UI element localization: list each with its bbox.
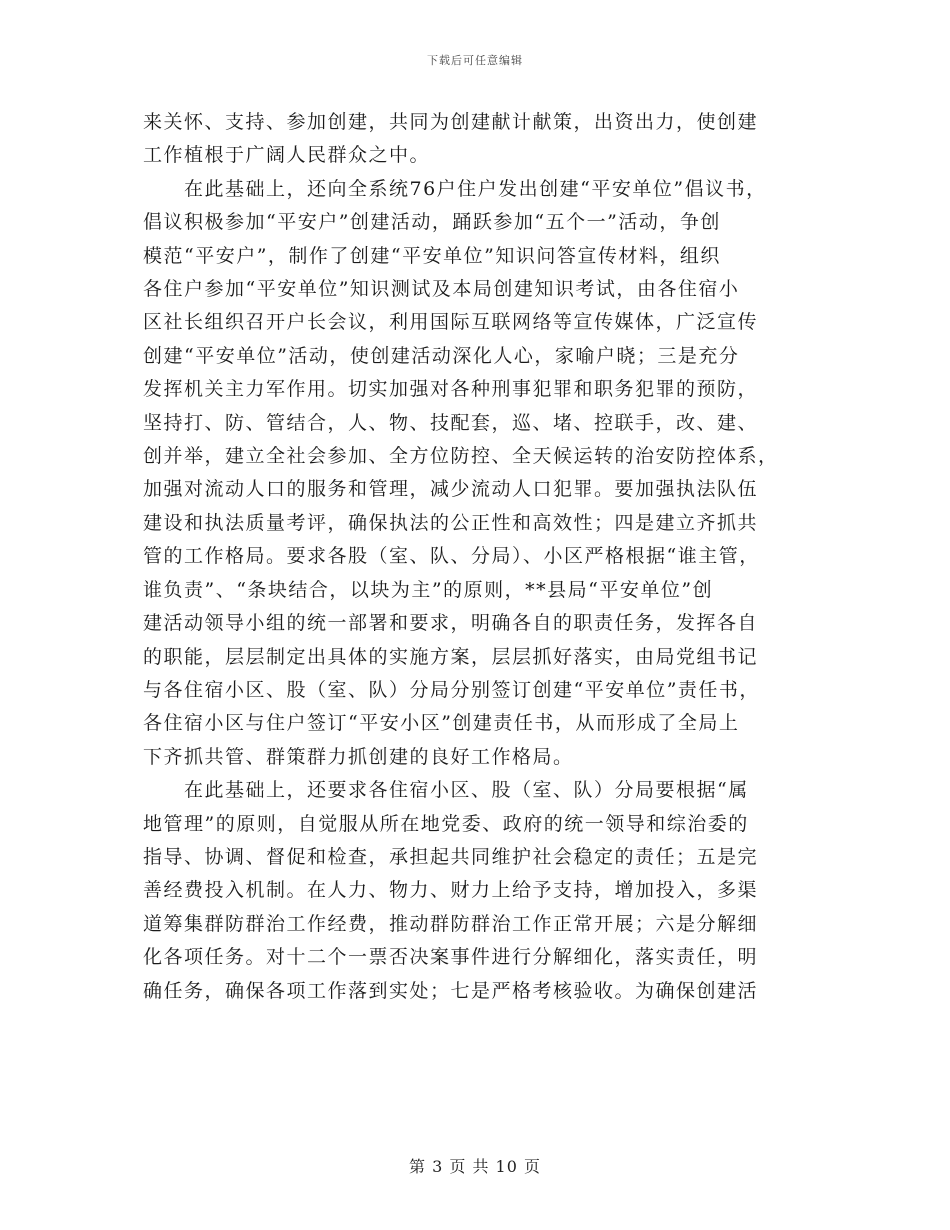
text-line: 区社长组织召开户长会议，利用国际互联网络等宣传媒体，广泛宣传 — [143, 311, 759, 334]
text-line: 下齐抓共管、群策群力抓创建的良好工作格局。 — [143, 745, 574, 768]
text-line: 与各住宿小区、股（室、队）分局分别签订创建“平安单位”责任书， — [143, 678, 760, 701]
text-line: 地管理”的原则，自觉服从所在地党委、政府的统一领导和综治委的 — [143, 812, 749, 835]
text-line: 加强对流动人口的服务和管理，减少流动人口犯罪。要加强执法队伍 — [143, 478, 759, 501]
text-line: 坚持打、防、管结合，人、物、技配套，巡、堵、控联手，改、建、 — [143, 411, 759, 434]
text-line: 创并举，建立全社会参加、全方位防控、全天候运转的治安防控体系， — [143, 445, 779, 468]
text-line: 在此基础上，还要求各住宿小区、股（室、队）分局要根据“属 — [184, 779, 749, 802]
page-header: 下载后可任意编辑 — [427, 54, 523, 67]
text-line: 指导、协调、督促和检查，承担起共同维护社会稳定的责任；五是完 — [143, 845, 759, 868]
text-line: 来关怀、支持、参加创建，共同为创建献计献策，出资出力，使创建 — [143, 111, 759, 133]
text-line: 各住宿小区与住户签订“平安小区”创建责任书，从而形成了全局上 — [143, 712, 740, 735]
body-paragraph — [143, 173, 823, 774]
text-line: 模范“平安户”，制作了创建“平安单位”知识问答宣传材料，组织 — [143, 244, 721, 267]
text-line: 创建“平安单位”活动，使创建活动深化人心，家喻户晓；三是充分 — [143, 344, 740, 367]
text-line: 建活动领导小组的统一部署和要求，明确各自的职责任务，发挥各自 — [143, 612, 759, 635]
text-line: 的职能，层层制定出具体的实施方案，层层抓好落实，由局党组书记 — [143, 645, 759, 668]
text-line: 确任务，确保各项工作落到实处；七是严格考核验收。为确保创建活 — [143, 979, 759, 1002]
text-line: 各住户参加“平安单位”知识测试及本局创建知识考试，由各住宿小 — [143, 278, 740, 301]
text-line: 善经费投入机制。在人力、物力、财力上给予支持，增加投入，多渠 — [143, 879, 759, 902]
body-paragraph — [143, 106, 823, 173]
text-line: 化各项任务。对十二个一票否决案事件进行分解细化，落实责任，明 — [143, 946, 759, 969]
text-line: 在此基础上，还向全系统76户住户发出创建“平安单位”倡议书， — [184, 177, 767, 200]
text-line: 建设和执法质量考评，确保执法的公正性和高效性；四是建立齐抓共 — [143, 511, 759, 534]
text-line: 道筹集群防群治工作经费，推动群防群治工作正常开展；六是分解细 — [143, 912, 759, 935]
body-paragraph — [143, 774, 823, 1008]
document-body — [143, 106, 823, 1008]
page-number-footer: 第 3 页 共 10 页 — [409, 1157, 541, 1176]
text-line: 谁负责”、“条块结合，以块为主”的原则，**县局“平安单位”创 — [143, 578, 714, 601]
text-line: 发挥机关主力军作用。切实加强对各种刑事犯罪和职务犯罪的预防， — [143, 378, 759, 401]
text-line: 管的工作格局。要求各股（室、队、分局）、小区严格根据“谁主管， — [143, 545, 760, 568]
text-line: 工作植根于广阔人民群众之中。 — [143, 144, 431, 167]
text-line: 倡议积极参加“平安户”创建活动，踊跃参加“五个一”活动，争创 — [143, 211, 721, 234]
